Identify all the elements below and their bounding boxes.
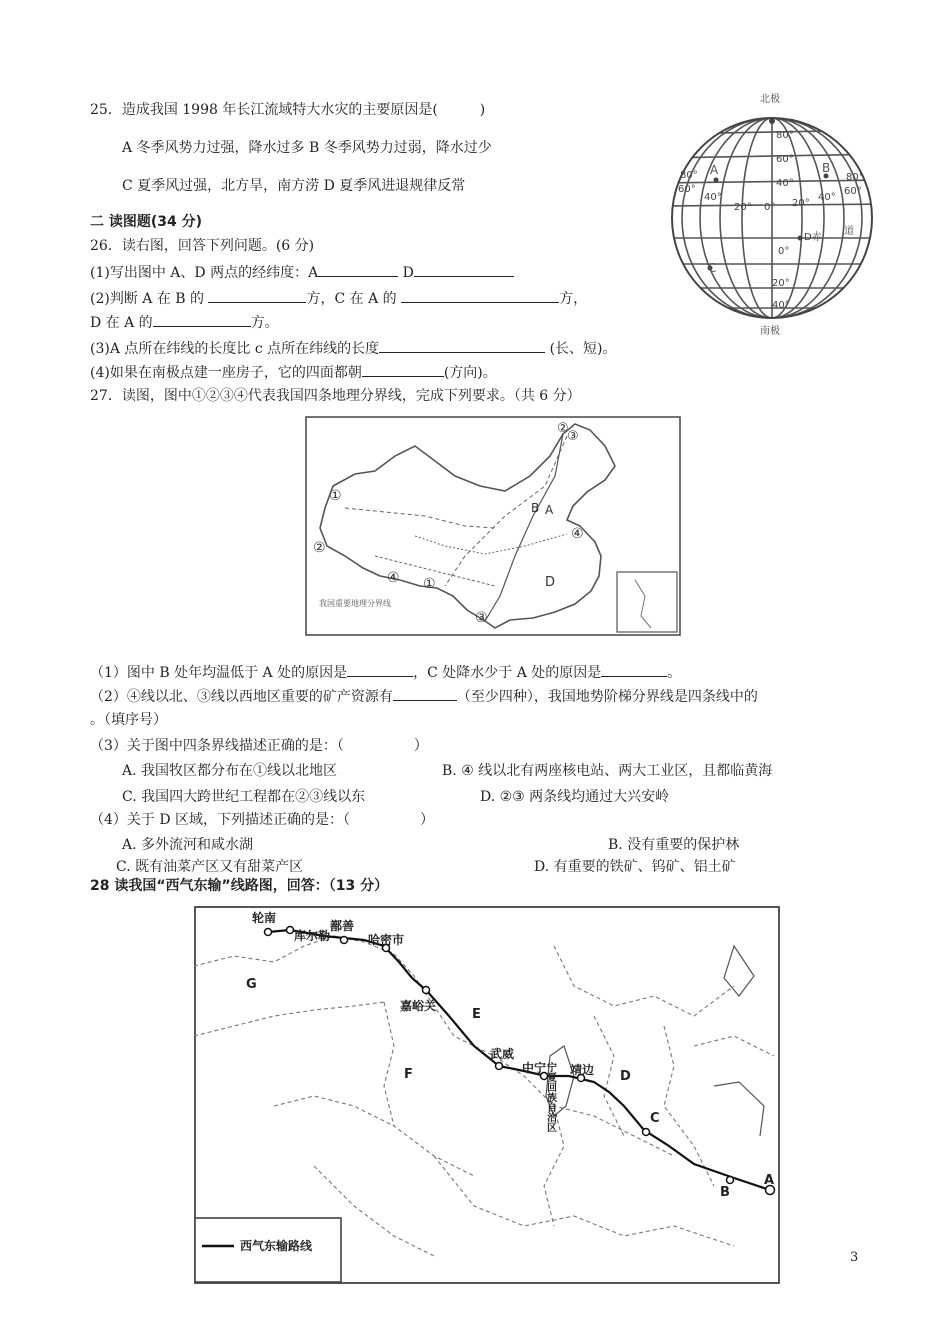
ningxia-label: 宁夏回族自治区 [544, 1062, 556, 1132]
q26-part2-text-c: 方， [559, 291, 588, 307]
region-g: G [246, 977, 257, 992]
lon-label-0: 0° [764, 202, 776, 213]
q27-stem: 27．读图，图中①②③④代表我国四条地理分界线，完成下列要求。（共 6 分） [90, 388, 581, 404]
globe-equator-label: D赤 [804, 232, 822, 243]
section-2-title: 二 读图题(34 分) [90, 214, 203, 230]
q26-part3-text-b: (长、短)。 [549, 341, 617, 357]
city-shanshan: 鄯善 [330, 919, 355, 933]
lon-label-20e: 20° [792, 198, 810, 209]
globe-equator-label2: 道 [844, 226, 854, 237]
lat-label-20s: 20° [772, 278, 790, 289]
globe-point-a: A [710, 163, 719, 177]
globe-point-c: C [708, 261, 717, 275]
q26-part2-text-b: 方，C 在 A 的 [306, 291, 397, 307]
q26-part1 [90, 262, 514, 283]
q27-part3-option-c: C. 我国四大跨世纪工程都在②③线以东 [122, 789, 366, 805]
lon-right-60: 60° [844, 186, 862, 197]
answer-blank[interactable] [414, 262, 514, 277]
q27-part3-option-a: A. 我国牧区都分布在①线以北地区 [122, 763, 338, 779]
q26-part4-text-b: (方向)。 [443, 365, 497, 381]
q26-part2-text-e: 方。 [250, 315, 279, 331]
q26-part1-text-a: (1)写出图中 A、D 两点的经纬度：A [90, 265, 319, 281]
map-point-a: A [545, 503, 554, 517]
region-b: B [720, 1185, 730, 1200]
q26-part2-text-d: D 在 A 的 [90, 315, 153, 331]
map-caption: 我国重要地理分界线 [319, 599, 391, 608]
q26-stem: 26．读右图，回答下列问题。(6 分) [90, 238, 315, 254]
q27-part4-option-c: C. 既有油菜产区又有甜菜产区 [116, 859, 304, 875]
q27-part2-text-b: （至少四种），我国地势阶梯分界线是四条线中的 [456, 689, 758, 705]
lat-label-60: 60° [776, 154, 794, 165]
answer-blank[interactable] [208, 288, 306, 303]
answer-blank[interactable] [318, 262, 398, 277]
city-kuerle: 库尔勒 [294, 929, 331, 943]
lon-left-60: 60° [678, 184, 696, 195]
lat-label-40s: 40° [772, 300, 790, 311]
q27-part3-option-b: B. ④ 线以北有两座核电站、两大工业区，且都临黄海 [442, 763, 773, 779]
q25-options-cd: C 夏季风过强，北方旱，南方涝 D 夏季风进退规律反常 [122, 178, 466, 194]
q25-stem: 25．造成我国 1998 年长江流域特大水灾的主要原因是( ) [90, 102, 486, 118]
answer-blank[interactable] [362, 362, 444, 377]
boundary-marker-4-west: ④ [387, 570, 400, 586]
globe-diagram [660, 88, 890, 338]
q27-part2-cont: 。（填序号） [90, 712, 167, 728]
boundary-marker-3-north: ③ [567, 429, 579, 444]
q27-part1-text-a: （1）图中 B 处年均温低于 A 处的原因是 [90, 665, 348, 681]
answer-blank[interactable] [379, 338, 545, 353]
q26-part2-cont [90, 312, 279, 333]
boundary-marker-3: ③ [475, 610, 488, 626]
north-pole-label: 北极 [760, 94, 780, 105]
city-jiayuguan: 嘉峪关 [400, 999, 437, 1013]
lon-right-80: 80° [846, 172, 864, 183]
q27-part1-text-b: ，C 处降水少于 A 处的原因是 [413, 665, 602, 681]
lat-label-80: 80° [776, 130, 794, 141]
answer-blank[interactable] [393, 686, 457, 701]
q27-part3-option-d: D. ②③ 两条线均通过大兴安岭 [480, 789, 670, 805]
q26-part3 [90, 338, 617, 359]
boundary-marker-1-south: ① [423, 576, 436, 592]
answer-blank[interactable] [601, 662, 667, 677]
china-boundaries-map [305, 416, 681, 636]
lat-label-0: 0° [778, 246, 790, 257]
q27-part4-option-b: B. 没有重要的保护林 [608, 837, 740, 853]
lon-label-20w: 20° [734, 202, 752, 213]
q26-part3-text-a: (3)A 点所在纬线的长度比 c 点所在纬线的长度 [90, 341, 380, 357]
legend-label: 西气东输路线 [240, 1239, 313, 1253]
city-hami: 哈密市 [368, 933, 405, 947]
ningxia-vertical-label [545, 1061, 557, 1133]
city-wuwei: 武威 [490, 1047, 515, 1061]
city-zhongning: 中宁 [522, 1061, 547, 1075]
q26-part4-text-a: (4)如果在南极点建一座房子，它的四面都朝 [90, 365, 362, 381]
boundary-marker-1: ① [329, 488, 342, 504]
q27-part1-text-c: 。 [667, 665, 682, 681]
boundary-marker-2: ② [313, 540, 326, 556]
q27-part1 [90, 662, 681, 683]
city-lunnan: 轮南 [252, 911, 277, 925]
boundary-marker-4-east: ④ [571, 526, 584, 542]
q26-part4 [90, 362, 497, 383]
boundary-marker-2-north: ② [557, 421, 569, 436]
map-region-d: D [545, 575, 556, 590]
west-east-gas-map [194, 906, 780, 1284]
q27-part4-option-a: A. 多外流河和咸水湖 [122, 837, 254, 853]
q27-part4-option-d: D. 有重要的铁矿、钨矿、铝土矿 [534, 859, 736, 875]
globe-point-b: B [822, 161, 831, 175]
region-f: F [404, 1067, 413, 1082]
region-e: E [472, 1007, 481, 1022]
region-d: D [620, 1069, 631, 1084]
lon-label-40w: 40° [704, 192, 722, 203]
q26-part2 [90, 288, 587, 309]
answer-blank[interactable] [153, 312, 251, 327]
page-number: 3 [850, 1250, 859, 1265]
q27-part4: （4）关于 D 区域，下列描述正确的是：（ ） [90, 812, 435, 828]
q26-part1-text-b: D [402, 265, 414, 281]
lon-left-80: 80° [680, 170, 698, 181]
region-c: C [650, 1111, 660, 1126]
lon-label-40e: 40° [818, 192, 836, 203]
q27-part2-text-a: （2）④线以北、③线以西地区重要的矿产资源有 [90, 689, 393, 705]
q25-options-ab: A 冬季风势力过强，降水过多 B 冬季风势力过弱，降水过少 [122, 140, 492, 156]
q27-part3: （3）关于图中四条界线描述正确的是：（ ） [90, 738, 428, 754]
q26-part2-text-a: (2)判断 A 在 B 的 [90, 291, 205, 307]
q28-stem: 28 读我国“西气东输”线路图，回答：（13 分） [90, 878, 389, 894]
map-point-b: B [531, 501, 540, 515]
answer-blank[interactable] [347, 662, 413, 677]
answer-blank[interactable] [401, 288, 559, 303]
city-jingbian: 靖边 [570, 1063, 595, 1077]
south-pole-label: 南极 [760, 326, 780, 337]
region-a: A [764, 1173, 775, 1188]
q27-part2 [90, 686, 758, 707]
lat-label-40: 40° [776, 178, 794, 189]
